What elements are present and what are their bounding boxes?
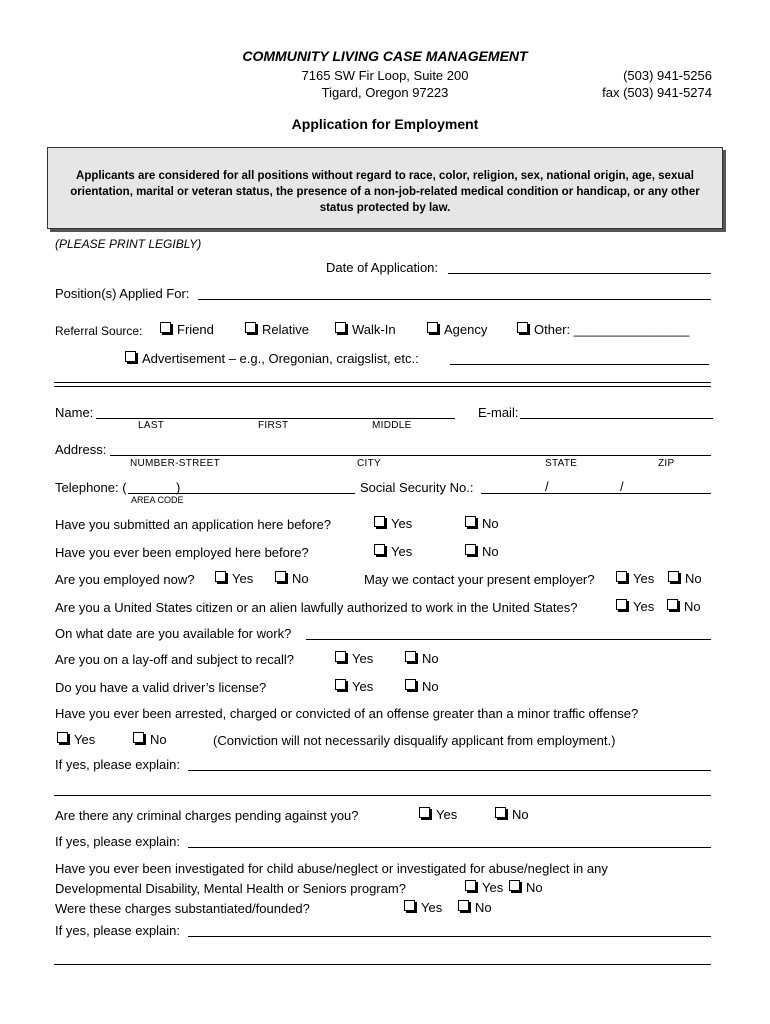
contact-employer-no[interactable]: No [668, 571, 702, 586]
checkbox-icon [427, 322, 438, 333]
checkbox-icon [465, 516, 476, 527]
address-state-caption: STATE [545, 458, 578, 469]
equal-opportunity-notice [47, 147, 723, 229]
checkbox-icon [616, 599, 627, 610]
email-label: E-mail: [478, 405, 519, 420]
submitted-yes[interactable]: Yes [374, 516, 412, 531]
checkbox-icon [465, 880, 476, 891]
checkbox-icon [335, 651, 346, 662]
date-of-application-label: Date of Application: [326, 260, 439, 275]
substantiated-no[interactable]: No [458, 900, 492, 915]
email-field[interactable] [520, 418, 713, 419]
q-investigated-line-2: Developmental Disability, Mental Health or Seniors program? [55, 881, 406, 896]
name-first-caption: FIRST [258, 420, 289, 431]
fax-number: fax (503) 941-5274 [602, 85, 712, 100]
checkbox-icon [125, 351, 136, 362]
submitted-no[interactable]: No [465, 516, 499, 531]
citizen-yes[interactable]: Yes [616, 599, 654, 614]
explain-field-investigated[interactable] [188, 936, 711, 937]
explain-field-investigated-line-2[interactable] [54, 964, 711, 965]
address-city-caption: CITY [357, 458, 381, 469]
arrested-no[interactable]: No [133, 732, 167, 747]
ssn-slash-1: / [545, 479, 549, 494]
q-submitted-before: Have you submitted an application here before? [55, 517, 332, 532]
substantiated-yes[interactable]: Yes [404, 900, 442, 915]
checkbox-icon [215, 571, 226, 582]
checkbox-icon [335, 322, 346, 333]
ssn-field[interactable] [481, 493, 711, 494]
referral-source-label: Referral Source: [55, 324, 143, 338]
arrested-yes[interactable]: Yes [57, 732, 95, 747]
q-investigated-line-1: Have you ever been investigated for child abuse/neglect or investigated for abuse/neglect in any [55, 861, 608, 876]
referral-walk-in[interactable]: Walk-In [335, 322, 396, 337]
checkbox-icon [419, 807, 430, 818]
checkbox-icon [133, 732, 144, 743]
available-date-field[interactable] [306, 639, 711, 640]
investigated-yes[interactable]: Yes [465, 880, 503, 895]
checkbox-icon [335, 679, 346, 690]
contact-employer-yes[interactable]: Yes [616, 571, 654, 586]
explain-label-investigated: If yes, please explain: [55, 923, 181, 938]
referral-other[interactable]: Other: ________________ [517, 322, 689, 337]
name-field[interactable] [96, 418, 455, 419]
telephone-field[interactable] [128, 493, 355, 494]
explain-label-arrested: If yes, please explain: [55, 757, 181, 772]
print-legibly-note: (PLEASE PRINT LEGIBLY) [55, 237, 202, 251]
explain-field-pending[interactable] [188, 847, 711, 848]
checkbox-icon [404, 900, 415, 911]
q-layoff: Are you on a lay-off and subject to recall? [55, 652, 294, 667]
ssn-slash-2: / [620, 479, 624, 494]
checkbox-icon [458, 900, 469, 911]
license-yes[interactable]: Yes [335, 679, 373, 694]
name-middle-caption: MIDDLE [372, 420, 412, 431]
divider [54, 382, 711, 383]
explain-field-arrested-line-2[interactable] [54, 795, 711, 796]
position-field[interactable] [198, 299, 711, 300]
page-title: Application for Employment [291, 116, 479, 132]
checkbox-icon [668, 571, 679, 582]
referral-friend[interactable]: Friend [160, 322, 214, 337]
conviction-note: (Conviction will not necessarily disqualify applicant from employment.) [213, 733, 616, 748]
name-last-caption: LAST [138, 420, 165, 431]
address-field[interactable] [110, 455, 711, 456]
ssn-label: Social Security No.: [360, 480, 474, 495]
explain-field-arrested[interactable] [188, 770, 711, 771]
checkbox-icon [245, 322, 256, 333]
q-pending-charges: Are there any criminal charges pending against you? [55, 808, 359, 823]
referral-relative[interactable]: Relative [245, 322, 309, 337]
organization-name: COMMUNITY LIVING CASE MANAGEMENT [242, 48, 528, 64]
checkbox-icon [374, 544, 385, 555]
address-zip-caption: ZIP [658, 458, 675, 469]
citizen-no[interactable]: No [667, 599, 701, 614]
checkbox-icon [160, 322, 171, 333]
q-available-date: On what date are you available for work? [55, 626, 292, 641]
address-label: Address: [55, 442, 107, 457]
area-code-caption: AREA CODE [131, 495, 184, 505]
layoff-no[interactable]: No [405, 651, 439, 666]
address-line-1: 7165 SW Fir Loop, Suite 200 [301, 68, 469, 83]
checkbox-icon [405, 651, 416, 662]
telephone-label: Telephone: ( [55, 480, 127, 495]
referral-advertisement[interactable]: Advertisement – e.g., Oregonian, craigslist, etc.: [125, 351, 419, 366]
employed-before-no[interactable]: No [465, 544, 499, 559]
address-line-2: Tigard, Oregon 97223 [321, 85, 449, 100]
q-substantiated: Were these charges substantiated/founded? [55, 901, 310, 916]
employed-before-yes[interactable]: Yes [374, 544, 412, 559]
checkbox-icon [616, 571, 627, 582]
checkbox-icon [405, 679, 416, 690]
employed-now-no[interactable]: No [275, 571, 309, 586]
q-employed-now: Are you employed now? [55, 572, 195, 587]
telephone-paren: ) [176, 480, 181, 495]
q-contact-employer: May we contact your present employer? [364, 572, 595, 587]
employed-now-yes[interactable]: Yes [215, 571, 253, 586]
q-arrested: Have you ever been arrested, charged or convicted of an offense greater than a minor traffic offense? [55, 706, 639, 721]
q-drivers-license: Do you have a valid driver’s license? [55, 680, 267, 695]
checkbox-icon [57, 732, 68, 743]
checkbox-icon [509, 880, 520, 891]
explain-label-pending: If yes, please explain: [55, 834, 181, 849]
date-of-application-field[interactable] [448, 273, 711, 274]
q-citizen: Are you a United States citizen or an alien lawfully authorized to work in the United States? [55, 600, 578, 615]
checkbox-icon [465, 544, 476, 555]
investigated-no[interactable]: No [509, 880, 543, 895]
checkbox-icon [667, 599, 678, 610]
license-no[interactable]: No [405, 679, 439, 694]
referral-agency[interactable]: Agency [427, 322, 487, 337]
position-label: Position(s) Applied For: [55, 286, 190, 301]
pending-no[interactable]: No [495, 807, 529, 822]
layoff-yes[interactable]: Yes [335, 651, 373, 666]
q-employed-before: Have you ever been employed here before? [55, 545, 309, 560]
notice-text: Applicants are considered for all positions without regard to race, color, religion, sex, national origin, age, sexual orientation, marital or veteran status, the presence of a non-job-related medical condition or handicap, or any other status protected by law. [70, 170, 700, 214]
checkbox-icon [374, 516, 385, 527]
advertisement-field[interactable] [450, 364, 709, 365]
address-street-caption: NUMBER-STREET [130, 458, 221, 469]
checkbox-icon [517, 322, 528, 333]
phone-number: (503) 941-5256 [623, 68, 712, 83]
checkbox-icon [495, 807, 506, 818]
divider [54, 386, 711, 387]
pending-yes[interactable]: Yes [419, 807, 457, 822]
checkbox-icon [275, 571, 286, 582]
name-label: Name: [55, 405, 94, 420]
